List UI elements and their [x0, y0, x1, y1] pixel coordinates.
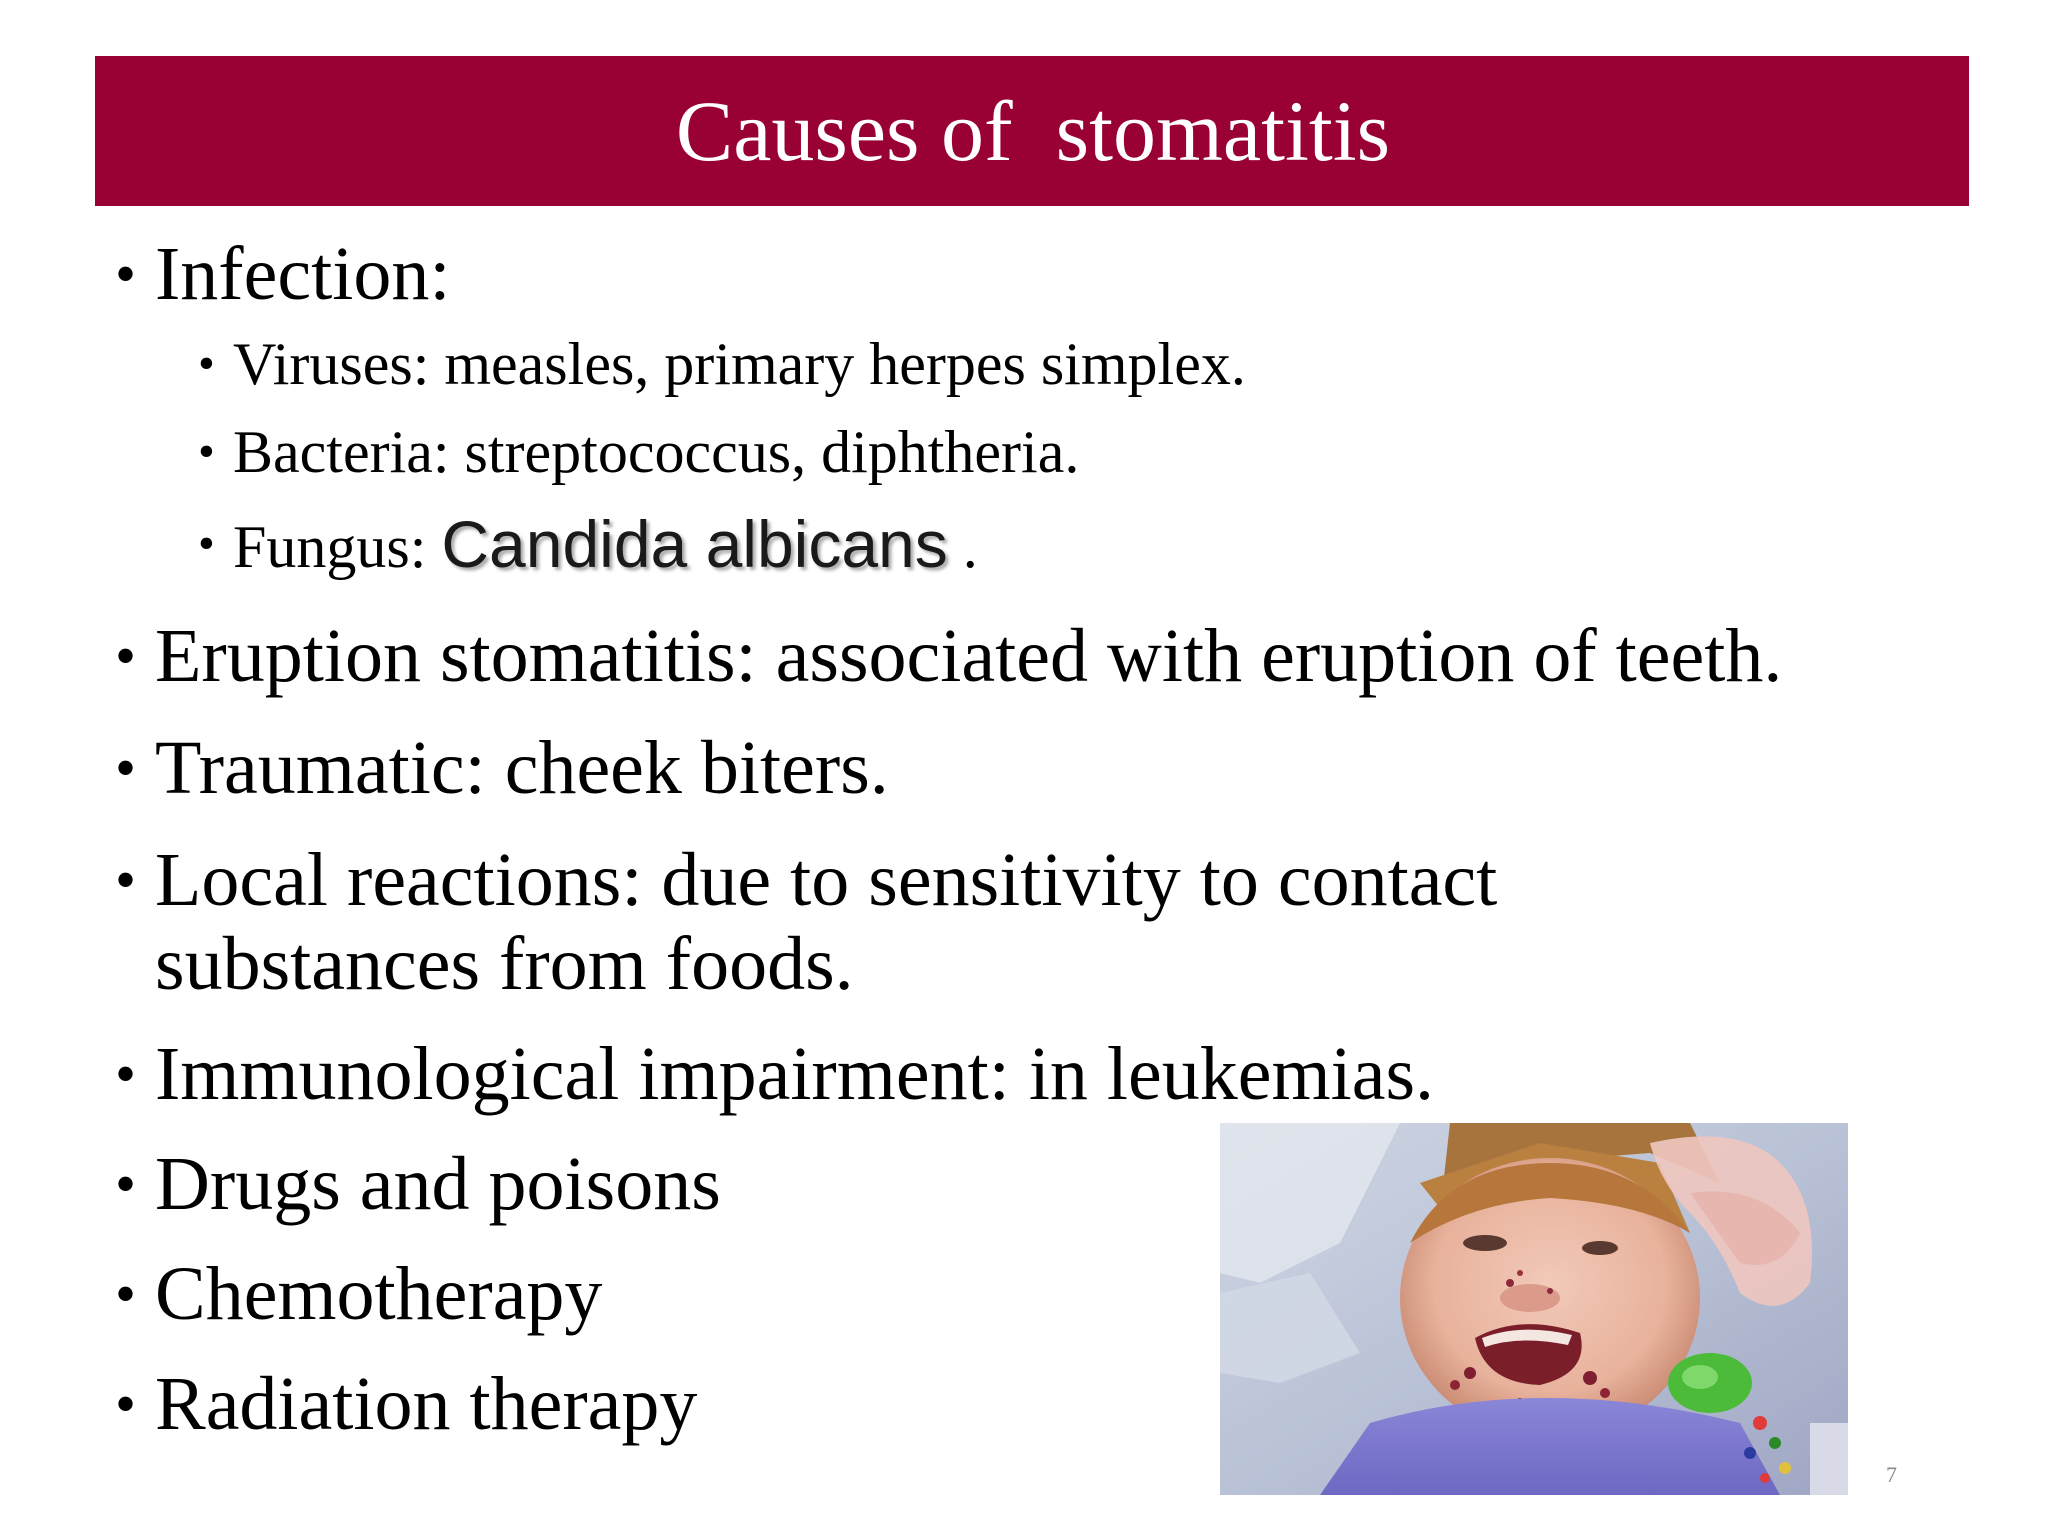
bullet-immunological [115, 1032, 1435, 1116]
bullet-dot: • [115, 623, 137, 689]
bullet-traumatic [115, 726, 889, 810]
bullet-text: Drugs and poisons [155, 1142, 721, 1226]
bullet-drugs [115, 1142, 721, 1226]
sub-bullet-fungus [198, 507, 978, 581]
bullet-dot: • [115, 1041, 137, 1107]
bullet-infection [115, 232, 451, 316]
slide-title: Causes of stomatitis [675, 83, 1391, 179]
bullet-text-line2: substances from foods. [155, 922, 854, 1006]
bullet-local-reactions [115, 838, 1498, 1006]
bullet-dot: • [115, 1261, 137, 1327]
bullet-dot: • [115, 1371, 137, 1437]
bullet-text: Chemotherapy [155, 1252, 603, 1336]
bullet-dot: • [115, 241, 137, 307]
bullet-text-line1: Local reactions: due to sensitivity to contact [155, 838, 1498, 922]
bullet-text: Infection: [155, 232, 451, 316]
sub-bullet-bacteria [198, 418, 1080, 486]
fungus-name: Candida albicans [441, 507, 948, 581]
page-number: 7 [1886, 1462, 1897, 1487]
sub-bullet-viruses [198, 330, 1246, 398]
bullet-dot: • [115, 847, 137, 913]
bullet-dot: • [115, 735, 137, 801]
sub-bullet-label: Fungus: [233, 514, 442, 580]
sub-bullet-text: Bacteria: streptococcus, diphtheria. [233, 419, 1080, 485]
sub-bullet-dot: • [198, 425, 215, 478]
sub-bullet-dot: • [198, 337, 215, 390]
bullet-dot: • [115, 1151, 137, 1217]
bullet-chemotherapy [115, 1252, 603, 1336]
title-bar [95, 56, 1969, 206]
sub-bullet-text: Viruses: measles, primary herpes simplex. [233, 331, 1246, 397]
bullet-text: Eruption stomatitis: associated with eruption of teeth. [155, 614, 1783, 698]
bullet-radiation [115, 1362, 698, 1446]
bullet-text: Traumatic: cheek biters. [155, 726, 889, 810]
sub-bullet-end: . [947, 514, 978, 580]
bullet-text: Radiation therapy [155, 1362, 698, 1446]
bullet-text: Immunological impairment: in leukemias. [155, 1032, 1435, 1116]
sub-bullet-dot: • [198, 517, 215, 570]
bullet-eruption [115, 614, 1783, 698]
child-stomatitis-photo [1220, 1123, 1848, 1495]
